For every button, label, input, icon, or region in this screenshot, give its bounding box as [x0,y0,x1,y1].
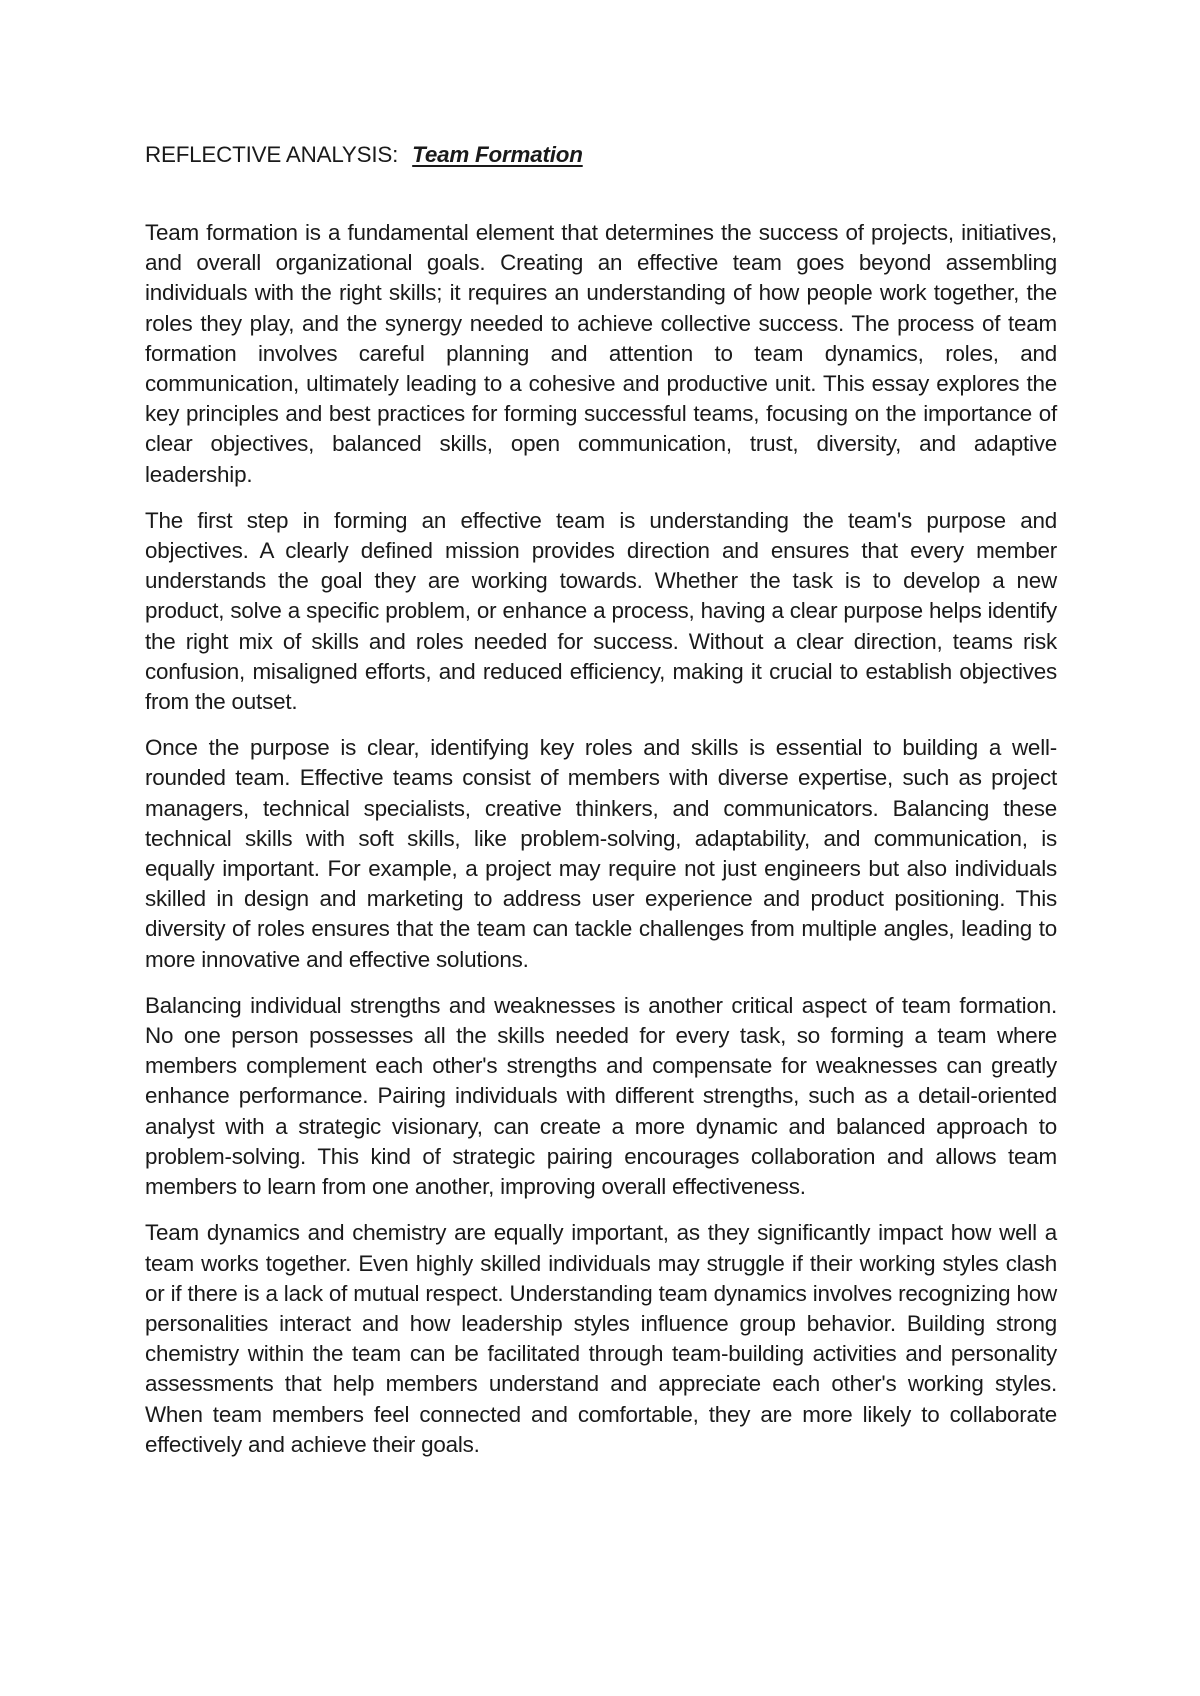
document-body [145,140,1057,1476]
paragraph-purpose: The first step in forming an effective team is understanding the team's purpose and objectives. A clearly defined mission provides direction and ensures that every member understands the goal they are working towards. Whether the task is to develop a new product, solve a specific problem, or enhance a process, having a clear purpose helps identify the right mix of skills and roles needed for success. Without a clear direction, teams risk confusion, misaligned efforts, and reduced efficiency, making it crucial to establish objectives from the outset. [145,507,1057,715]
title-topic: Team Formation [412,142,583,167]
paragraph-strengths: Balancing individual strengths and weaknesses is another critical aspect of team formation. No one person possesses all the skills needed for every task, so forming a team where members complement each other's strengths and compensate for weaknesses can greatly enhance performance. Pairing individuals with different strengths, such as a detail-oriented analyst with a strategic visionary, can create a more dynamic and balanced approach to problem-solving. This kind of strategic pairing encourages collaboration and allows team members to learn from one another, improving overall effectiveness. [145,992,1057,1200]
paragraph-dynamics: Team dynamics and chemistry are equally important, as they significantly impact how well a team works together. Even highly skilled individuals may struggle if their working styles clash or if there is a lack of mutual respect. Understanding team dynamics involves recognizing how personalities interact and how leadership styles influence group behavior. Building strong chemistry within the team can be facilitated through team-building activities and personality assessments that help members understand and appreciate each other's working styles. When team members feel connected and comfortable, they are more likely to collaborate effectively and achieve their goals. [145,1220,1057,1457]
page-title [145,140,1057,170]
title-label: REFLECTIVE ANALYSIS: [145,142,399,167]
paragraph-introduction: Team formation is a fundamental element that determines the success of projects, initiatives, and overall organizational goals. Creating an effective team goes beyond assembling individuals with the right skills; it requires an understanding of how people work together, the roles they play, and the synergy needed to achieve collective success. The process of team formation involves careful planning and attention to team dynamics, roles, and communication, ultimately leading to a cohesive and productive unit. This essay explores the key principles and best practices for forming successful teams, focusing on the importance of clear objectives, balanced skills, open communication, trust, diversity, and adaptive leadership. [145,220,1057,487]
paragraph-roles-skills: Once the purpose is clear, identifying key roles and skills is essential to building a well-rounded team. Effective teams consist of members with diverse expertise, such as project managers, technical specialists, creative thinkers, and communicators. Balancing these technical skills with soft skills, like problem-solving, adaptability, and communication, is equally important. For example, a project may require not just engineers but also individuals skilled in design and marketing to address user experience and product positioning. This diversity of roles ensures that the team can tackle challenges from multiple angles, leading to more innovative and effective solutions. [145,735,1057,972]
